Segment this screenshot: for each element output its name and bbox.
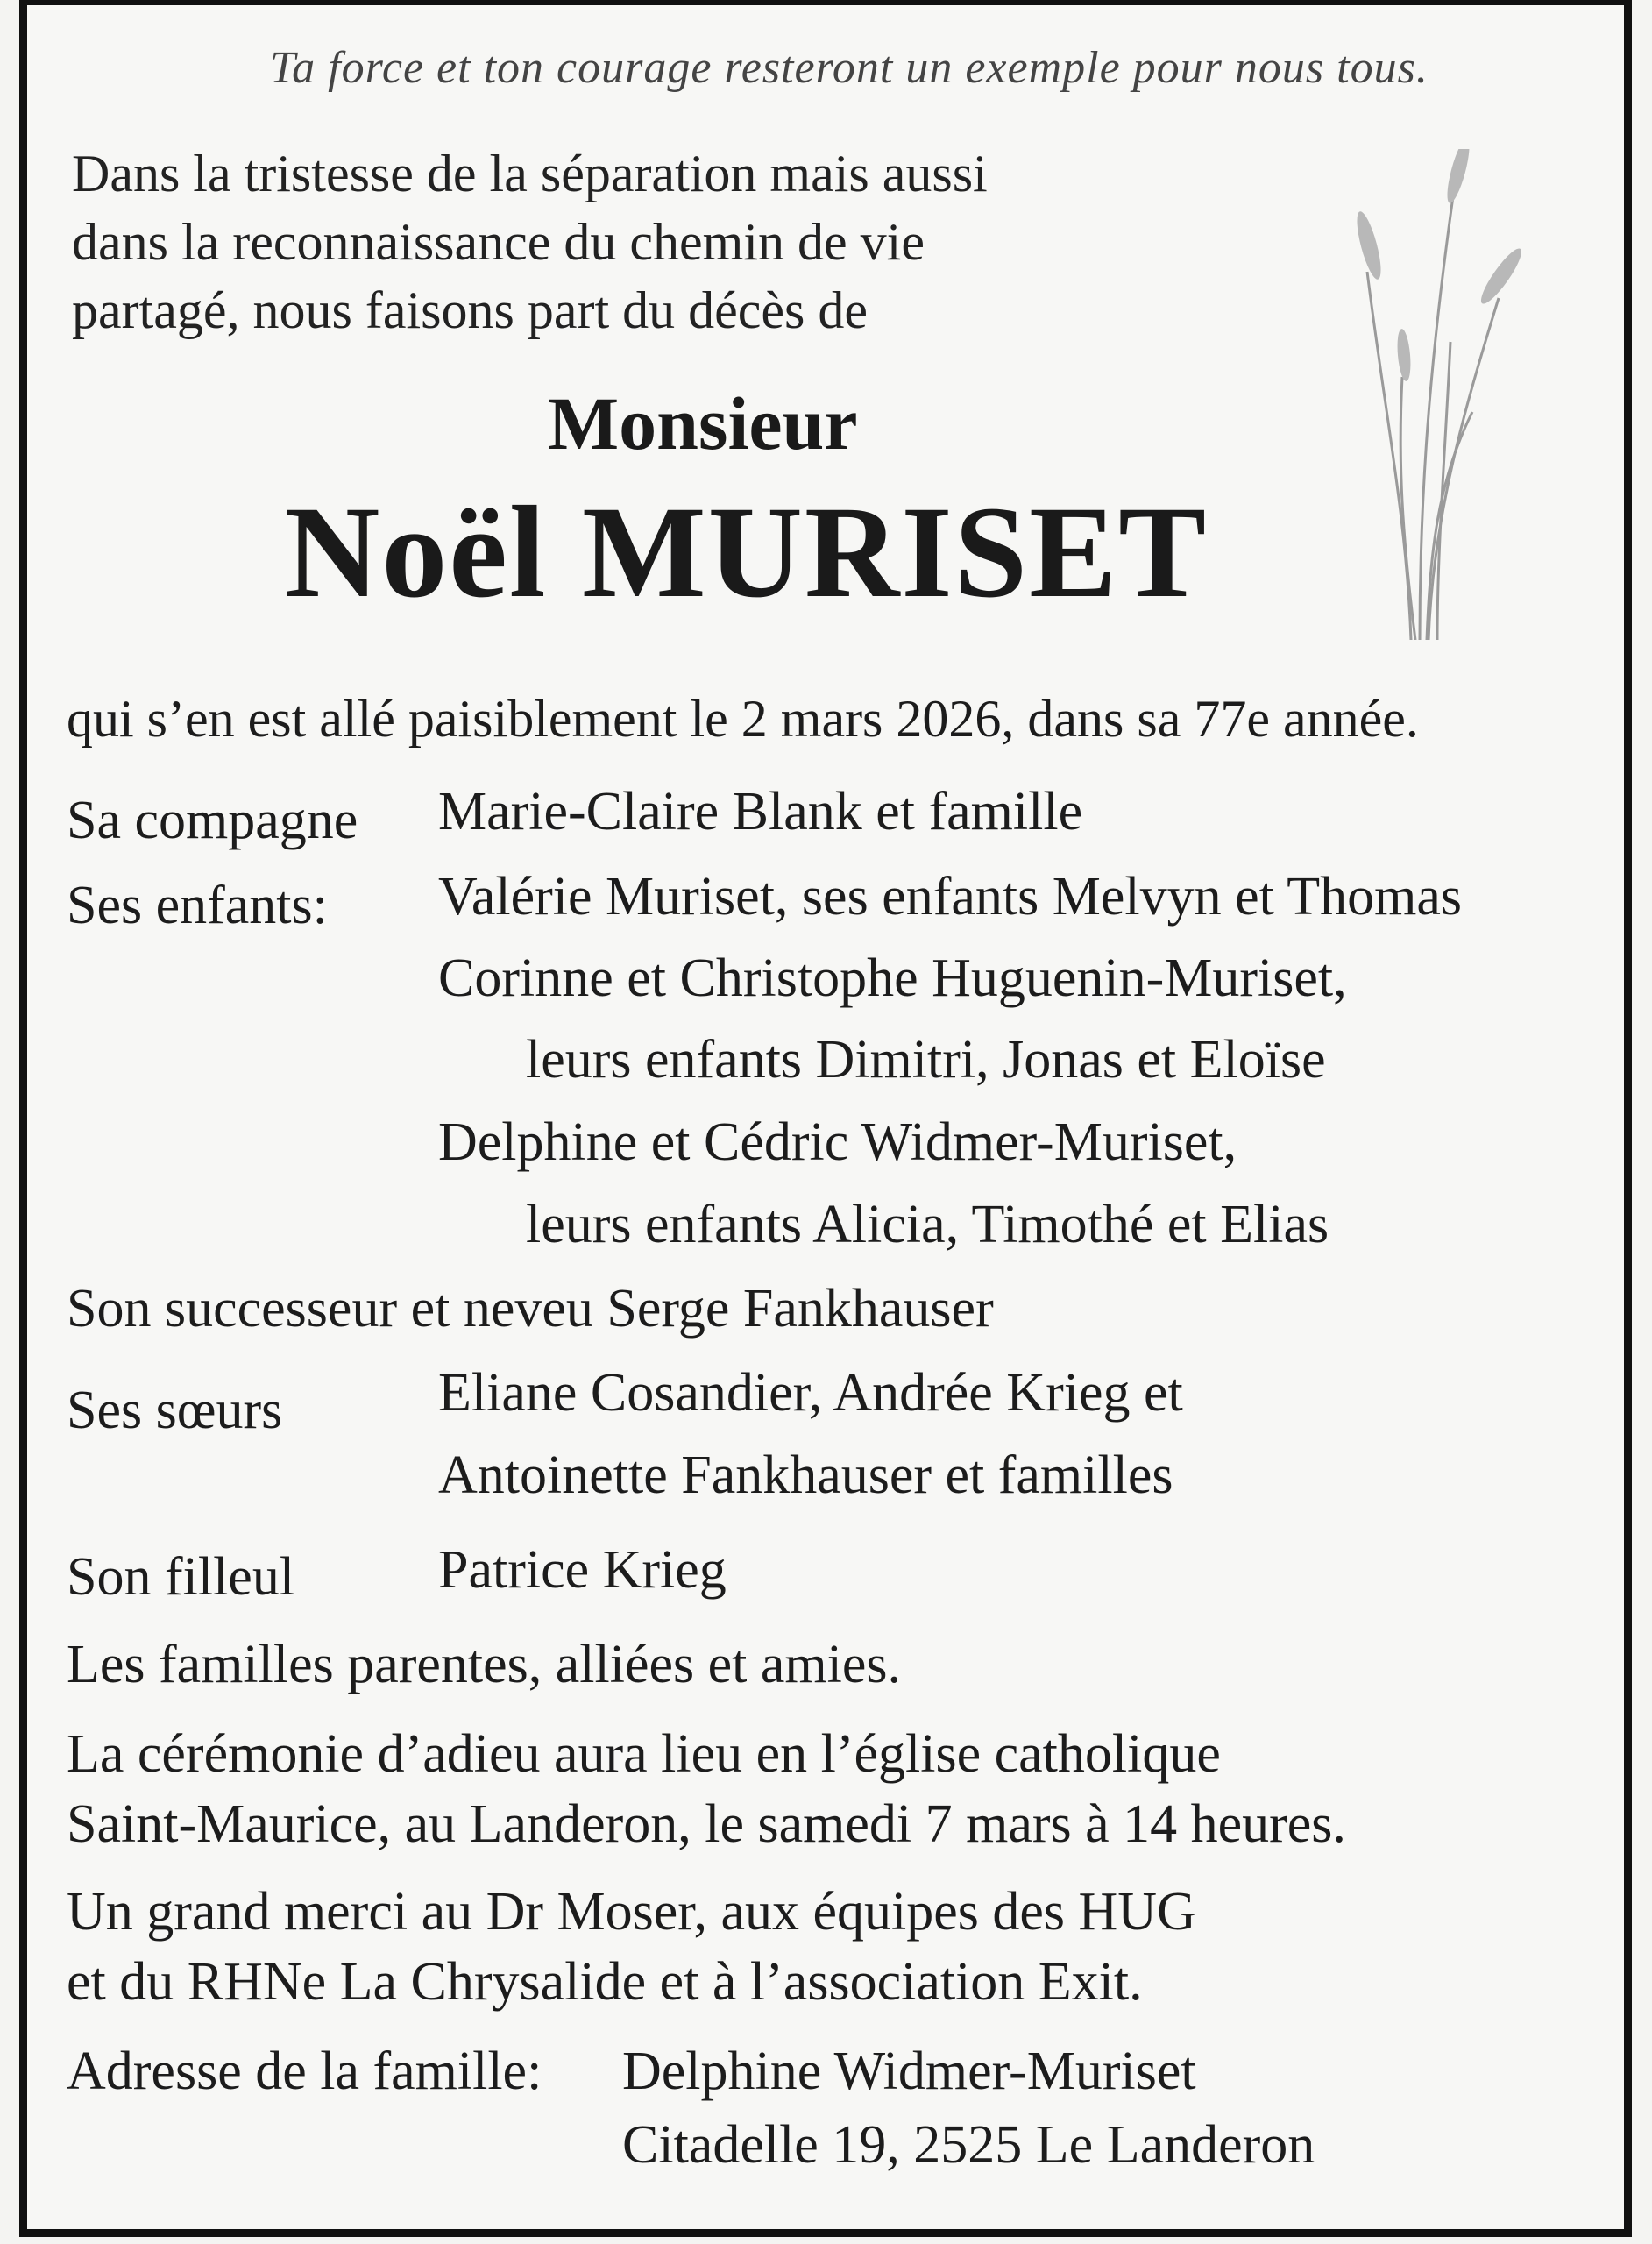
child-line-3: leurs enfants Dimitri, Jonas et Eloïse — [526, 1030, 1326, 1090]
address-label: Adresse de la famille: — [67, 2042, 542, 2101]
thanks-line-2: et du RHNe La Chrysalide et à l’association Exit. — [67, 1952, 1143, 2012]
intro-line-3: partagé, nous faisons part du décès de — [72, 281, 869, 339]
relatives: Les familles parentes, alliées et amies. — [67, 1635, 902, 1694]
thanks-line-1: Un grand merci au Dr Moser, aux équipes des HUG — [67, 1882, 1196, 1942]
child-line-5: leurs enfants Alicia, Timothé et Elias — [526, 1195, 1329, 1254]
address-line-1: Delphine Widmer-Muriset — [622, 2042, 1196, 2101]
ceremony-line-2: Saint-Maurice, au Landeron, le samedi 7 mars à 14 heures. — [67, 1794, 1346, 1854]
companion-name: Marie-Claire Blank et famille — [438, 782, 1083, 842]
godson-label: Son filleul — [67, 1547, 295, 1607]
godson-name: Patrice Krieg — [438, 1540, 727, 1600]
intro-line-1: Dans la tristesse de la séparation mais aussi — [72, 145, 988, 202]
address-line-2: Citadelle 19, 2525 Le Landeron — [622, 2115, 1315, 2175]
sisters-line-2: Antoinette Fankhauser et familles — [438, 1445, 1173, 1505]
wheat-icon — [1350, 149, 1525, 640]
child-line-2: Corinne et Christophe Huguenin-Muriset, — [438, 948, 1347, 1008]
children-label: Ses enfants: — [67, 876, 328, 935]
motto: Ta force et ton courage resteront un exemple pour nous tous. — [270, 43, 1429, 93]
deceased-name: Noël MURISET — [285, 479, 1209, 625]
sisters-label: Ses sœurs — [67, 1381, 283, 1440]
successor: Son successeur et neveu Serge Fankhauser — [67, 1279, 994, 1339]
child-line-1: Valérie Muriset, ses enfants Melvyn et Thomas — [438, 867, 1462, 927]
sisters-line-1: Eliane Cosandier, Andrée Krieg et — [438, 1363, 1183, 1423]
intro-line-2: dans la reconnaissance du chemin de vie — [72, 213, 925, 271]
ceremony-line-1: La cérémonie d’adieu aura lieu en l’église catholique — [67, 1724, 1221, 1784]
death-announcement: qui s’en est allé paisiblement le 2 mars 2026, dans sa 77e année. — [67, 690, 1419, 748]
honorific: Monsieur — [548, 381, 858, 465]
child-line-4: Delphine et Cédric Widmer-Muriset, — [438, 1112, 1237, 1172]
companion-label: Sa compagne — [67, 791, 358, 850]
